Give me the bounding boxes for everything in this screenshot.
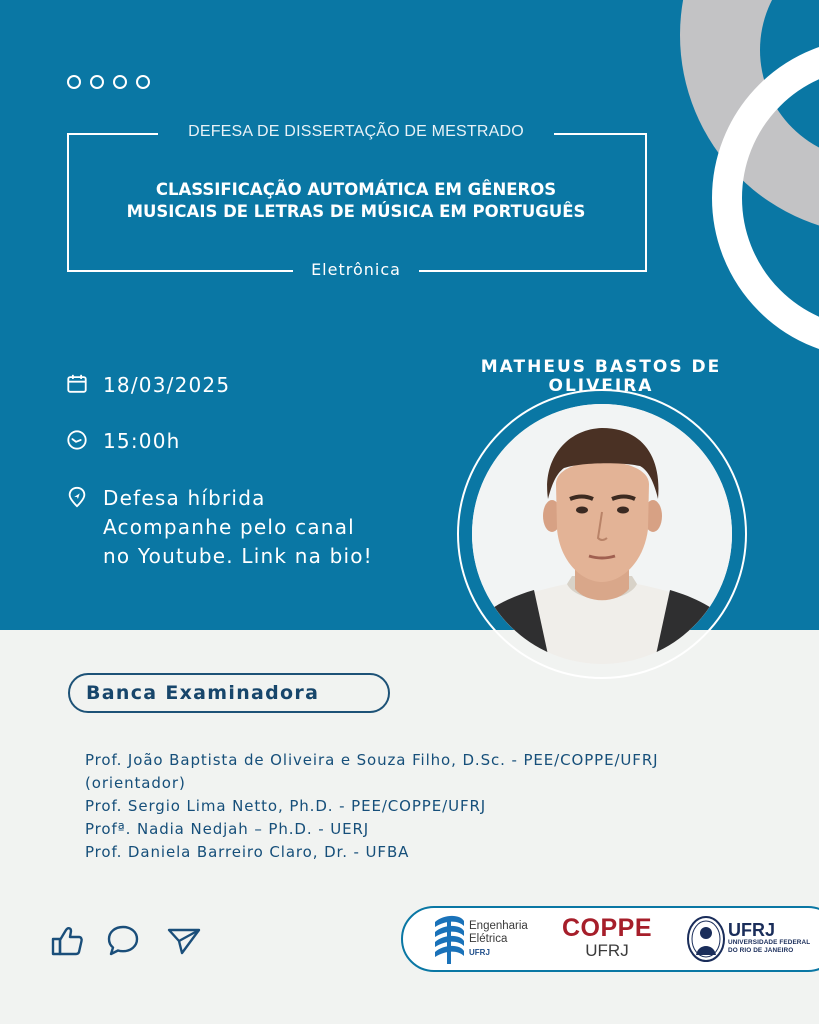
location-pin-icon — [66, 486, 88, 508]
committee-member: Prof. Daniela Barreiro Claro, Dr. - UFBA — [85, 843, 410, 861]
ee-line: UFRJ — [469, 948, 490, 957]
event-type-label — [74, 121, 638, 141]
location-line: no Youtube. Link na bio! — [103, 544, 373, 568]
dots-indicator — [67, 75, 150, 89]
coppe-logo — [560, 915, 654, 960]
ee-line: Engenharia — [469, 920, 528, 932]
ufrj-full-name: DO RIO DE JANEIRO — [728, 946, 794, 954]
ufrj-seal-icon — [686, 915, 726, 963]
candidate-portrait — [472, 404, 732, 664]
date-row — [66, 371, 230, 400]
committee-member: (orientador) — [85, 774, 186, 792]
coppe-name: COPPE — [561, 914, 653, 942]
dissertation-title — [80, 179, 632, 223]
calendar-icon — [66, 373, 88, 395]
dot — [90, 75, 104, 89]
send-icon[interactable] — [162, 922, 206, 958]
title-line: MUSICAIS DE LETRAS DE MÚSICA EM PORTUGUÊS — [126, 202, 586, 221]
candidate-name-line: MATHEUS BASTOS DE — [480, 357, 722, 377]
committee-member: Prof. Sergio Lima Netto, Ph.D. - PEE/COPPE/UFRJ — [85, 797, 487, 815]
candidate-photo — [472, 404, 732, 664]
ufrj-logo-text — [728, 921, 810, 954]
clock-icon — [66, 429, 88, 451]
dot — [136, 75, 150, 89]
time-row — [66, 427, 181, 456]
area: Eletrônica — [293, 260, 419, 279]
comment-icon[interactable] — [106, 922, 140, 958]
title-line: CLASSIFICAÇÃO AUTOMÁTICA EM GÊNEROS — [155, 180, 557, 199]
area-label — [74, 260, 638, 279]
post-actions — [50, 922, 206, 958]
committee-member: Profª. Nadia Nedjah – Ph.D. - UERJ — [85, 820, 370, 838]
event-type: DEFESA DE DISSERTAÇÃO DE MESTRADO — [158, 123, 554, 140]
location-line: Acompanhe pelo canal — [103, 515, 355, 539]
location-row — [66, 484, 373, 571]
candidate-name-line: OLIVEIRA — [548, 376, 654, 396]
dot — [67, 75, 81, 89]
event-time: 15:00h — [103, 429, 181, 453]
coppe-sub: UFRJ — [585, 941, 629, 960]
location-line: Defesa híbrida — [103, 486, 266, 510]
ufrj-name: UFRJ — [728, 920, 776, 940]
committee-heading: Banca Examinadora — [68, 673, 390, 713]
engenharia-eletrica-text — [469, 920, 528, 959]
event-date: 18/03/2025 — [103, 373, 231, 397]
dot — [113, 75, 127, 89]
ee-line: Elétrica — [469, 933, 508, 945]
location-text — [103, 484, 373, 571]
ufrj-full-name: UNIVERSIDADE FEDERAL — [728, 939, 811, 946]
thumbs-up-icon[interactable] — [50, 922, 84, 958]
committee-member: Prof. João Baptista de Oliveira e Souza Filho, D.Sc. - PEE/COPPE/UFRJ — [85, 751, 659, 769]
